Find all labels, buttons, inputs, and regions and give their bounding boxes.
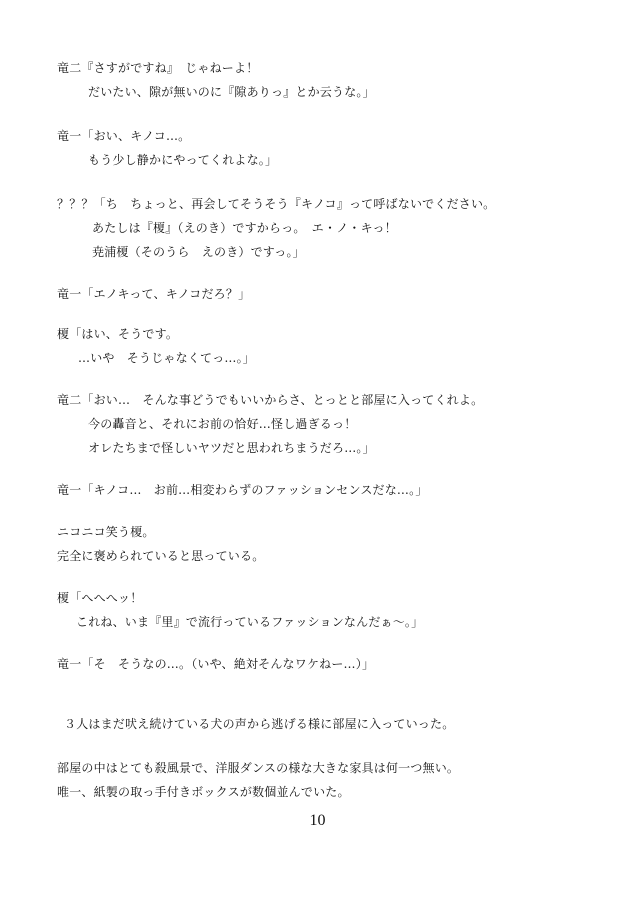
text-line: 竜一「キノコ… お前…相変わらずのファッションセンスだな…。」	[57, 483, 428, 497]
text-line: これね、いま『里』で流行っているファッションなんだぁ〜。」	[76, 615, 424, 629]
text-line: …いや そうじゃなくてっ…。」	[78, 351, 256, 365]
text-line: 榎「へへへッ！	[57, 591, 143, 605]
text-line: 竜一「エノキって、キノコだろ？」	[57, 287, 251, 301]
text-line: もう少し静かにやってくれよな。」	[88, 153, 278, 167]
text-line: ３人はまだ吠え続けている犬の声から逃げる様に部屋に入っていった。	[64, 717, 455, 731]
text-line: 竜一「おい、キノコ…。	[57, 129, 191, 143]
text-line: 竜二「おい… そんな事どうでもいいからさ、とっとと部屋に入ってくれよ。	[57, 393, 484, 407]
text-line: だいたい、隙が無いのに『隙ありっ』とか云うな。」	[88, 85, 375, 99]
text-line: あたしは『榎』（えのき）ですからっ。 エ・ノ・キっ！	[92, 221, 397, 235]
text-line: 尭浦榎（そのうら えのき）ですっ。」	[92, 245, 305, 259]
text-line: 竜一「そ そうなの…。（いや、絶対そんなワケねー…）」	[57, 657, 375, 671]
text-line: ニコニコ笑う榎。	[57, 525, 155, 539]
text-line: 唯一、紙製の取っ手付きボックスが数個並んでいた。	[57, 785, 350, 799]
text-line: 今の轟音と、それにお前の恰好…怪し過ぎるっ！	[88, 417, 357, 431]
page-number: 10	[309, 812, 326, 829]
text-line: 部屋の中はとても殺風景で、洋服ダンスの様な大きな家具は何一つ無い。	[57, 761, 460, 775]
text-line: ？？？「ち ちょっと、再会してそうそう『キノコ』って呼ばないでください。	[57, 197, 496, 211]
text-line: 竜二『さすがですね』 じゃねーよ！	[57, 61, 259, 75]
text-line: オレたちまで怪しいヤツだと思われちまうだろ…。」	[88, 441, 375, 455]
text-line: 榎「はい、そうです。	[57, 327, 179, 341]
text-line: 完全に褒められていると思っている。	[57, 549, 265, 563]
